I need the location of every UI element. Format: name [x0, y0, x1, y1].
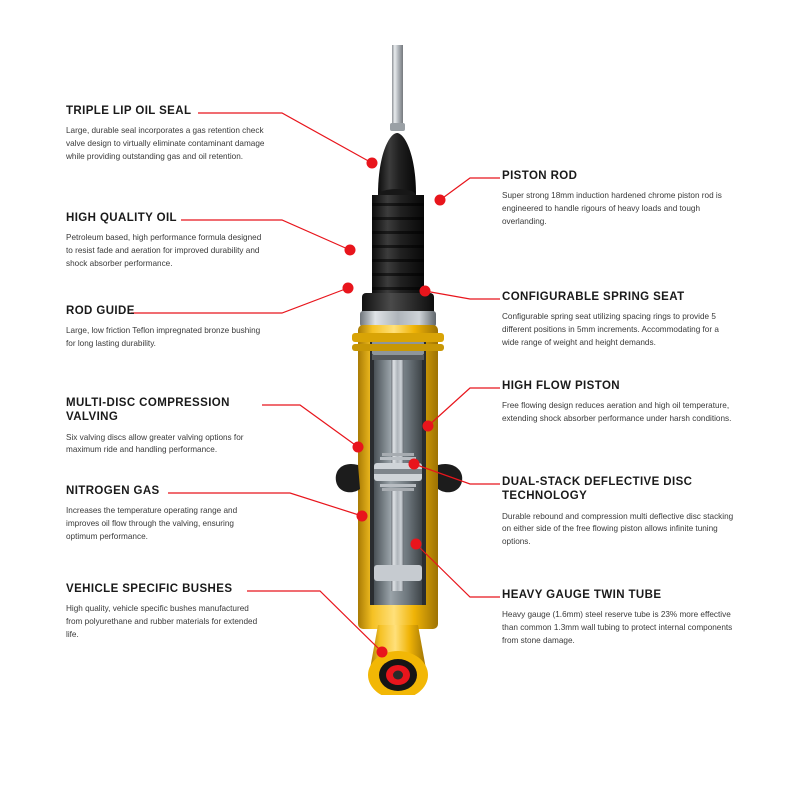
callout-body: Six valving discs allow greater valving options for maximum ride and handling performance. — [66, 432, 244, 455]
callout-title: NITROGEN GAS — [66, 485, 160, 497]
callout-title: DUAL-STACK DEFLECTIVE DISC TECHNOLOGY — [502, 476, 693, 503]
callout-rod-guide — [66, 304, 266, 351]
callout-title: MULTI-DISC COMPRESSION VALVING — [66, 397, 230, 424]
bottom-eye-mount — [368, 625, 428, 695]
callout-body: Free flowing design reduces aeration and high oil temperature, extending shock absorber performance under harsh conditions. — [502, 401, 732, 424]
seal-ring — [372, 355, 424, 360]
bush-bore — [393, 671, 403, 680]
bellows-boot — [372, 195, 424, 310]
callout-title: PISTON ROD — [502, 170, 578, 182]
rod-guide-collar — [360, 311, 436, 327]
callout-title: HIGH QUALITY OIL — [66, 212, 177, 224]
callout-heavy-gauge-twin-tube — [502, 588, 734, 647]
callout-title: TRIPLE LIP OIL SEAL — [66, 105, 192, 117]
callout-body: Petroleum based, high performance formula designed to resist fade and aeration for improved durability and shock absorber performance. — [66, 233, 262, 268]
callout-title: HEAVY GAUGE TWIN TUBE — [502, 589, 662, 601]
callout-nitrogen-gas — [66, 484, 266, 543]
callout-dual-stack-deflective-disc-technology — [502, 475, 734, 549]
upper-rod — [392, 45, 403, 125]
compression-valving — [374, 565, 422, 581]
callout-body: High quality, vehicle specific bushes manufactured from polyurethane and rubber materials for extended life. — [66, 604, 258, 639]
configurable-spring-seat — [352, 333, 444, 351]
callout-title: HIGH FLOW PISTON — [502, 380, 620, 392]
callout-vehicle-specific-bushes — [66, 582, 266, 641]
dust-cap — [378, 133, 416, 195]
callout-body: Increases the temperature operating range and improves oil flow through the valving, ensuring optimum performance. — [66, 506, 238, 541]
callout-high-flow-piston — [502, 379, 734, 426]
lower-mount-lug-left — [336, 464, 360, 492]
callout-body: Large, low friction Teflon impregnated bronze bushing for long lasting durability. — [66, 326, 261, 349]
high-flow-piston — [374, 463, 422, 481]
callout-high-quality-oil — [66, 211, 266, 270]
lower-mount-lug-right — [438, 464, 462, 492]
callout-body: Durable rebound and compression multi deflective disc stacking on either side of the free flowing piston allows infinite tuning options. — [502, 511, 734, 547]
callout-body: Large, durable seal incorporates a gas retention check valve design to virtually eliminate contaminant damage while providing outstanding gas and oil retention. — [66, 126, 265, 161]
callout-body: Configurable spring seat utilizing spacing rings to provide 5 different positions in 5mm increments. Accommodating for a wide range of weight and height demands. — [502, 312, 719, 347]
callout-piston-rod — [502, 169, 734, 228]
callout-body: Super strong 18mm induction hardened chrome piston rod is engineered to handle rigours of heavy loads and tough overlanding. — [502, 191, 722, 226]
callout-configurable-spring-seat — [502, 290, 734, 349]
callout-title: ROD GUIDE — [66, 305, 135, 317]
callout-body: Heavy gauge (1.6mm) steel reserve tube is 23% more effective than common 1.3mm wall tubing to protect internal components from stone damage. — [502, 610, 733, 645]
rod-shoulder — [390, 123, 405, 131]
callout-title: CONFIGURABLE SPRING SEAT — [502, 291, 685, 303]
callout-multi-disc-compression-valving — [66, 396, 266, 457]
callout-triple-lip-oil-seal — [66, 104, 266, 163]
callout-title: VEHICLE SPECIFIC BUSHES — [66, 583, 233, 595]
shock-absorber-illustration — [300, 45, 500, 695]
